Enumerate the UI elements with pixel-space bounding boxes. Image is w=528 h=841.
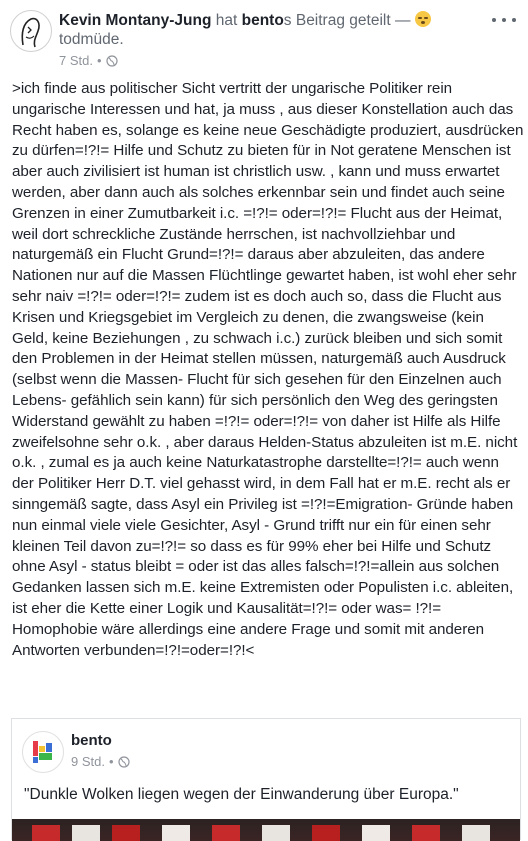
action-suffix: s Beitrag geteilt — [283,12,411,29]
sleepy-face-icon [415,11,431,27]
globe-icon [106,55,118,67]
post-text: >ich finde aus politischer Sicht vertritt der ungarische Politiker rein ungarische Interessen und hat, ja muss , aus dieser Konstellation auch das Recht haben es, solange es keine neue Geschädigte produziert, ausdrücken zu dürfen=!?!= Hilfe und Schutz zu bieten für in Not geratene Menschen ist aber auch zivilisiert ist human ist christlich usw. , kann und muss erwartet werden, aber dann auch als solches erkennbar sein und findet auch seine Grenzen in einer Zumutbarkeit i.c. =!?!= oder=!?!= Flucht aus der Heimat, weil dort schreckliche Zustände herrschen, ist nachvollziehbar und naturgemäß ein Flucht Grund=!?!= daraus aber abzuleiten, das andere Nationen nur auf die Massen Flüchtlinge gewartet haben, ist wohl eher sehr sehr naiv =!?!= oder=!?!= zudem ist es doch auch so, dass die Flucht aus Krisen und Kriegsgebiet im Vergleich zu denen, die zwangsweise (kein Geld, keine Beziehungen , zu schwach i.c.) zurück bleiben und sich somit den Problemen in der Heimat stellen müssen, naturgemäß auch Ausdruck (selbst wenn die Massen- Flucht für sich gesehen für den Einzelnen auch Lebens- gefählich sein kann) für sich persönlich den Weg des geringsten Widerstand gewählt zu haben =!?!= oder=!?!= von daher ist Hilfe als Hilfe zweifelsohne sehr o.k. , aber daraus Helden-Status abzuleiten ist m.E. nicht o.k. , zumal es ja auch keine Naturkatastrophe darstellte=!?!= auch wenn der Politiker Herr D.T. viel gehasst wird, in dem Fall hat er m.E. recht als er sinngemäß sagte, dass Asyl ein Privileg ist =!?!=Emigration- Gründe haben nun einmal viele viele Gesichter, Asyl - Grund trifft nur ein für einen sehr kleinen Teil davon zu=!?!= so dass es für 99% eher bei Hilfe und Schutz ohne Asyl - status bleibt = oder ist das alles falsch=!?!=allein aus solchen Gedanken lassen sich m.E. keine Extremisten oder Populisten i.c. ableiten, ist eher die Kette einer Logik und Kausalität=!?!= oder was= !?!= Homophobie wäre allerdings eine andere Frage und somit mit anderen Antworten verbunden=!?!=oder=!?!< [12,80,524,659]
bento-logo-icon[interactable] [22,731,64,773]
feeling-text: todmüde. [59,31,124,48]
more-dots-icon [492,18,496,22]
shared-page-name[interactable]: bento [71,732,112,749]
more-dot [502,18,506,22]
shared-post-image[interactable] [12,819,520,841]
shared-post-card[interactable] [11,718,521,840]
meta-separator: • [96,53,102,68]
post-meta [59,53,118,68]
author-name-link[interactable]: Kevin Montany-Jung [59,12,212,29]
shared-page-link[interactable]: bento [241,12,284,29]
more-options-button[interactable] [492,10,516,30]
more-dot [512,18,516,22]
shared-timestamp[interactable]: 9 Std. [71,754,105,769]
shared-quote: "Dunkle Wolken liegen wegen der Einwanderung über Europa." [24,786,459,803]
post-timestamp[interactable]: 7 Std. [59,53,93,68]
author-avatar[interactable] [10,10,52,52]
action-prefix: hat [215,12,238,29]
meta-separator: • [108,754,114,769]
shared-meta [71,754,130,769]
post-header [0,0,528,72]
globe-icon [118,756,130,768]
post-header-text [59,11,459,49]
